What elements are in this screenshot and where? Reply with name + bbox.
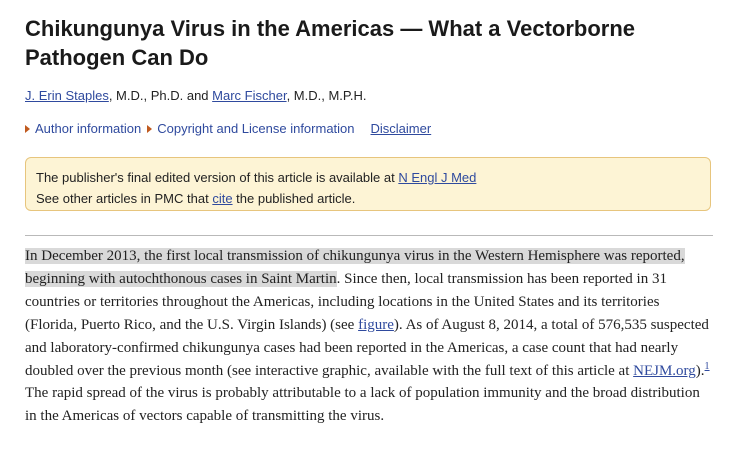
triangle-right-icon	[147, 125, 152, 133]
paragraph-text: ).	[695, 362, 705, 379]
author-suffix: , M.D., M.P.H.	[286, 88, 367, 103]
article-meta-links	[25, 121, 431, 136]
reference-link[interactable]: 1	[704, 360, 710, 372]
journal-link[interactable]: N Engl J Med	[398, 170, 477, 185]
notice-line-2	[36, 188, 700, 209]
cite-link[interactable]: cite	[212, 191, 233, 206]
article-title: Chikungunya Virus in the Americas — What a Vectorborne Pathogen Can Do	[25, 16, 636, 70]
author-list	[25, 88, 367, 103]
nejm-link[interactable]: NEJM.org	[633, 362, 696, 379]
figure-link[interactable]: figure	[358, 316, 394, 333]
disclaimer-link[interactable]: Disclaimer	[370, 121, 432, 136]
author-information-label: Author information	[35, 121, 142, 136]
publisher-notice	[25, 157, 711, 211]
triangle-right-icon	[25, 125, 30, 133]
notice-line-1	[36, 167, 700, 188]
notice-text: See other articles in PMC that	[36, 191, 213, 206]
author-suffix: , M.D., Ph.D. and	[108, 88, 213, 103]
paragraph-text: ). As of August 8, 2014, a total of 576,535 suspected and laboratory-confirmed chikungunya cases had been reported in the Americas, a case count that had nearly doubled over the previous month (see interactive graphic, available with the full text of this article at	[25, 316, 709, 379]
divider	[25, 235, 713, 236]
notice-text: the published article.	[232, 191, 356, 206]
copyright-label: Copyright and License information	[157, 121, 355, 136]
author-information-toggle[interactable]	[25, 121, 141, 136]
author-link-fischer[interactable]: Marc Fischer	[212, 88, 287, 103]
notice-text: The publisher's final edited version of this article is available at	[36, 170, 399, 185]
article-paragraph	[25, 245, 715, 428]
copyright-toggle[interactable]	[147, 121, 354, 136]
author-link-staples[interactable]: J. Erin Staples	[25, 88, 109, 103]
paragraph-text: The rapid spread of the virus is probably attributable to a lack of population immunity and the broad distribution in the Americas of vectors capable of transmitting the virus.	[25, 385, 700, 425]
highlighted-sentence: In December 2013, the first local transmission of chikungunya virus in the Western Hemisphere was reported, beginning with autochthonous cases in Saint Martin	[25, 248, 685, 287]
paragraph-text: . Since then, local transmission has been reported in 31 countries or territories throughout the Americas, including locations in the United States and its territories (Florida, Puerto Rico, and the U.S. Virgin Islands) (see	[25, 270, 667, 333]
